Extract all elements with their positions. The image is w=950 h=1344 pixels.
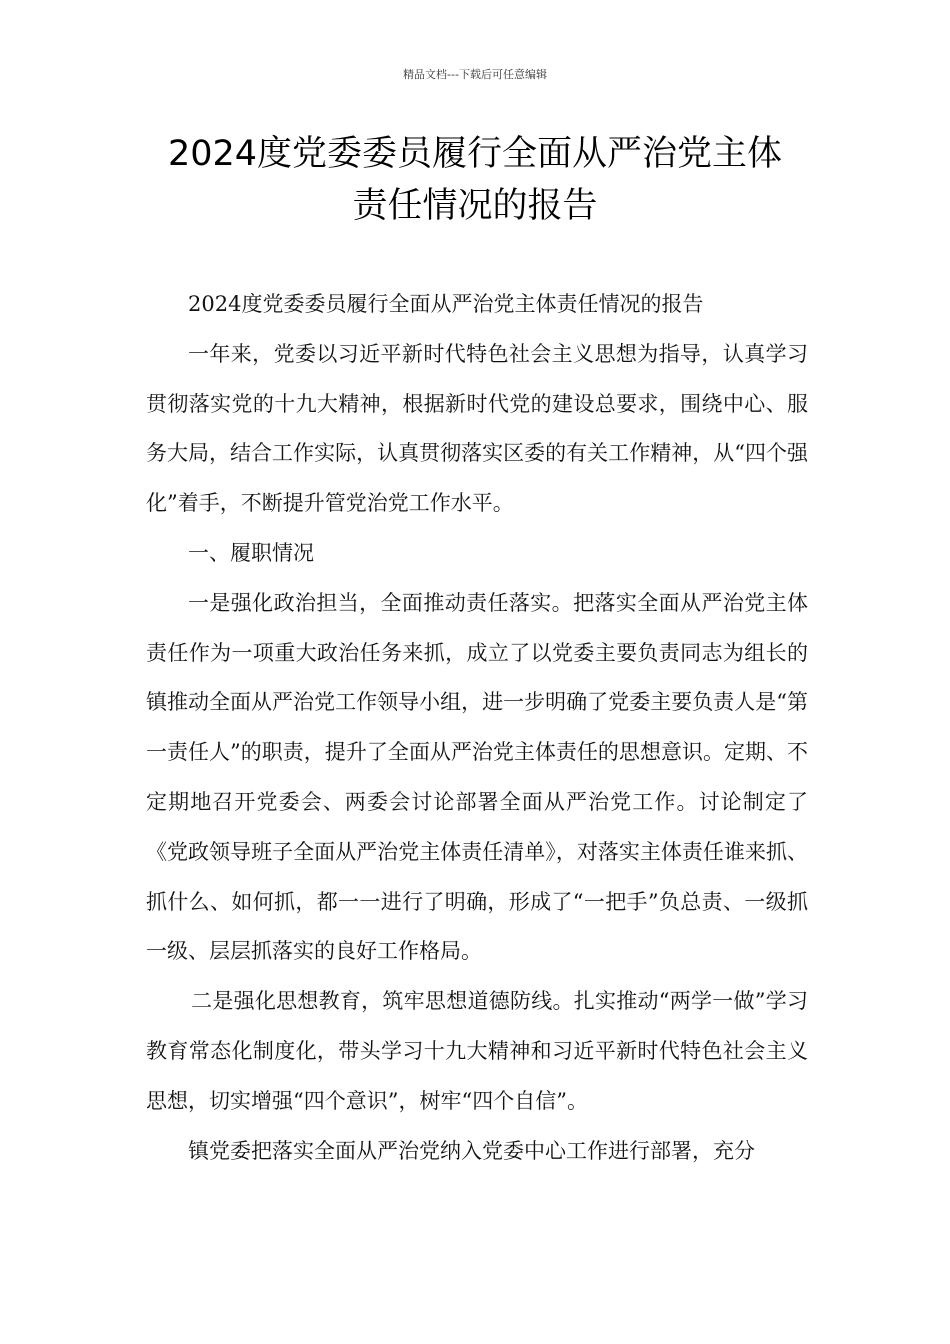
document-body [146, 280, 808, 1176]
document-title-line-2: 责任情况的报告 [352, 186, 598, 226]
document-title-line-1: 2024度党委委员履行全面从严治党主体 [167, 134, 783, 174]
paragraph-party-committee: 镇党委把落实全面从严治党纳入党委中心工作进行部署，充分 [188, 1138, 755, 1163]
paragraph-report-title: 2024度党委委员履行全面从严治党主体责任情况的报告 [188, 292, 704, 316]
paragraph-political-responsibility: 一是强化政治担当，全面推动责任落实。把落实全面从严治党主体责任作为一项重大政治任务来抓，成立了以党委主要负责同志为组长的镇推动全面从严治党工作领导小组，进一步明确了党委主要负责人是“第一责任人”的职责，提升了全面从严治党主体责任的思想意识。定期、不定期地召开党委会、两委会讨论部署全面从严治党工作。讨论制定了《党政领导班子全面从严治党主体责任清单》，对落实主体责任谁来抓、抓什么、如何抓，都一一进行了明确，形成了“一把手”负总责、一级抓一级、层层抓落实的良好工作格局。 [146, 590, 808, 964]
section-heading-duty-performance: 一、履职情况 [188, 540, 314, 565]
page-header-note: 精品文档---下载后可任意编辑 [403, 68, 547, 81]
paragraph-ideological-education: 二是强化思想教育，筑牢思想道德防线。扎实推动“两学一做”学习教育常态化制度化，带头学习十九大精神和习近平新时代特色社会主义思想，切实增强“四个意识”，树牢“四个自信”。 [146, 989, 808, 1113]
document-title [140, 128, 810, 232]
paragraph-intro: 一年来，党委以习近平新时代特色社会主义思想为指导，认真学习贯彻落实党的十九大精神，根据新时代党的建设总要求，围绕中心、服务大局，结合工作实际，认真贯彻落实区委的有关工作精神，从“四个强化”着手，不断提升管党治党工作水平。 [146, 341, 808, 516]
